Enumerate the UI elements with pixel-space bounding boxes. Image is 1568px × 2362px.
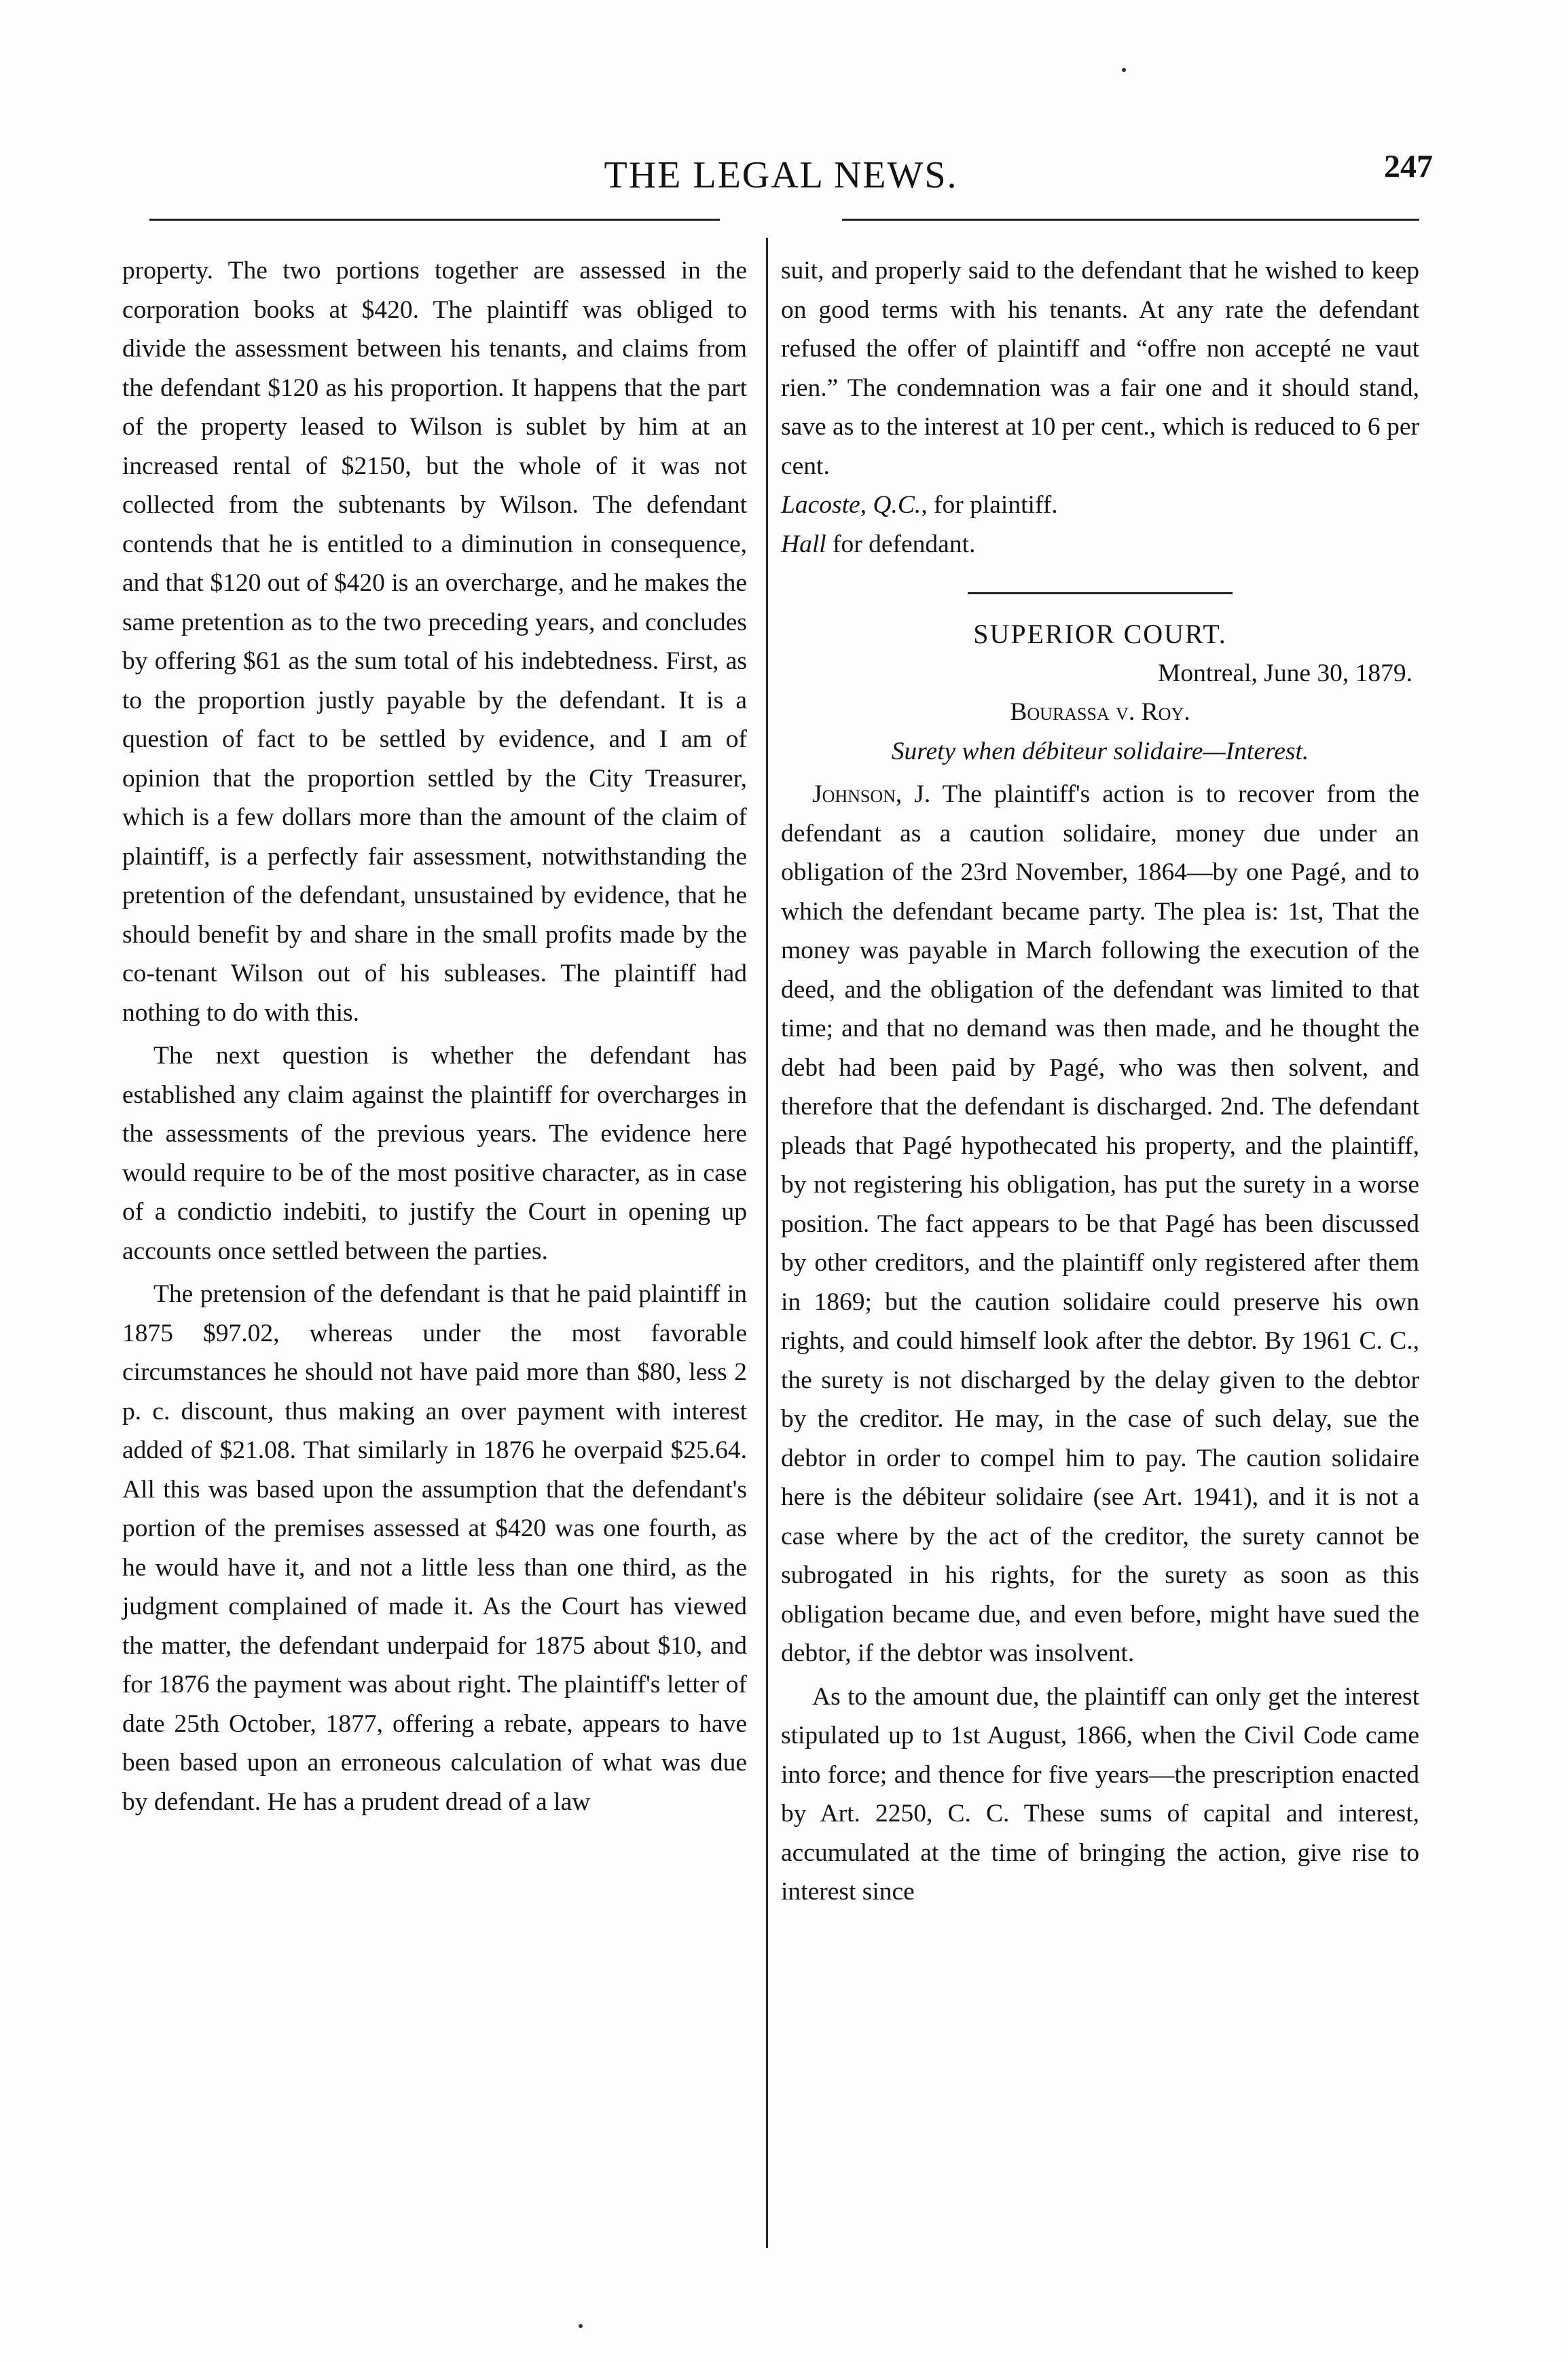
page-number: 247 — [1384, 149, 1433, 185]
journal-title: THE LEGAL NEWS. — [604, 154, 958, 196]
case-title: Bourassa v. Roy. — [1010, 698, 1190, 726]
header-rule-left — [149, 219, 720, 221]
counsel-plaintiff — [781, 486, 1419, 525]
left-column — [122, 251, 747, 1821]
section-rule — [968, 592, 1233, 594]
judgment-paragraph-2: As to the amount due, the plaintiff can only get the interest stipulated up to 1st August, 1866, when the Civil Code came into force; and thence for five years—the prescription enacted by Art. 2250, C. C. These sums of capital and interest, accumulated at the time of bringing the action, give rise to interest since — [781, 1682, 1419, 1906]
left-paragraph-2: The next question is whether the defendant has established any claim against the plaintiff for overcharges in the assessments of the previous years. The evidence here would require to be of the most positive character, as in case of a condictio indebiti, to justify the Court in opening up accounts once settled between the parties. — [122, 1042, 747, 1265]
header-rule-right — [842, 219, 1419, 221]
running-head — [129, 149, 1433, 221]
right-column — [781, 251, 1419, 1912]
scan-speck — [1122, 68, 1126, 72]
scan-speck — [579, 2324, 583, 2328]
counsel-defendant-role: for defendant. — [833, 530, 976, 558]
counsel-plaintiff-role: for plaintiff. — [934, 491, 1058, 519]
judgment-text-1: The plaintiff's action is to recover from the defendant as a caution solidaire, money due under an obligation of the 23rd November, 1864—by one Pagé, and to which the defendant became party. The plea is: 1st, That the money was payable in March following the execution of the deed, and the obligation of the defendant was limited to that time; and that no demand was then made, and he thought the debt had been paid by Pagé, who was then solvent, and therefore that the defendant is discharged. 2nd. The defendant pleads that Pagé hypothecated his property, and the plaintiff, by not registering his obligation, has put the surety in a worse position. The fact appears to be that Pagé has been discussed by other creditors, and the plaintiff only registered after them in 1869; but the caution solidaire could preserve his own rights, and could himself look after the debtor. By 1961 C. C., the surety is not discharged by the delay given to the debtor by the creditor. He may, in the case of such delay, sue the debtor in order to compel him to pay. The caution solidaire here is the débiteur solidaire (see Art. 1941), and it is not a case where by the act of the creditor, the surety cannot be subrogated in his rights, for the surety as soon as this obligation became due, and even before, might have sued the debtor, if the debtor was insolvent. — [781, 780, 1419, 1667]
judge-name: Johnson, J. — [812, 780, 931, 808]
judgment-paragraph-1 — [781, 775, 1419, 1673]
court-heading: SUPERIOR COURT. — [973, 619, 1227, 649]
headnote: Surety when débiteur solidaire—Interest. — [891, 737, 1309, 765]
place-date: Montreal, June 30, 1879. — [1158, 659, 1412, 687]
right-opening-paragraph: suit, and properly said to the defendant that he wished to keep on good terms with his tenants. At any rate the defendant refused the offer of plaintiff and “offre non accepté ne vaut rien.” The condemnation was a fair one and it should stand, save as to the interest at 10 per cent., which is reduced to 6 per cent. — [781, 257, 1419, 480]
left-paragraph-1: property. The two portions together are assessed in the corporation books at $420. The plaintiff was obliged to divide the assessment between his tenants, and claims from the defendant $120 as his proportion. It happens that the part of the property leased to Wilson is sublet by him at an increased rental of $2150, but the whole of it was not collected from the subtenants by Wilson. The defendant contends that he is entitled to a diminution in consequence, and that $120 out of $420 is an overcharge, and he makes the same pretention as to the two preceding years, and concludes by offering $61 as the sum total of his indebtedness. First, as to the proportion justly payable by the defendant. It is a question of fact to be settled by evidence, and I am of opinion that the proportion settled by the City Treasurer, which is a few dollars more than the amount of the claim of plaintiff, is a perfectly fair assessment, notwithstanding the pretention of the defendant, unsustained by evidence, that he should benefit by and share in the small profits made by the co-tenant Wilson out of his subleases. The plaintiff had nothing to do with this. — [122, 257, 747, 1027]
column-divider — [766, 238, 768, 2248]
counsel-plaintiff-name: Lacoste, Q.C., — [781, 491, 928, 519]
left-paragraph-3: The pretension of the defendant is that he paid plaintiff in 1875 $97.02, whereas under the most favorable circumstances he should not have paid more than $80, less 2 p. c. discount, thus making an over payment with interest added of $21.08. That similarly in 1876 he overpaid $25.64. All this was based upon the assumption that the defendant's portion of the premises assessed at $420 was one fourth, as he would have it, and not a little less than one third, as the judgment complained of made it. As the Court has viewed the matter, the defendant underpaid for 1875 about $10, and for 1876 the payment was about right. The plaintiff's letter of date 25th October, 1877, offering a rebate, appears to have been based upon an erroneous calculation of what was due by defendant. He has a prudent dread of a law — [122, 1280, 747, 1816]
counsel-defendant — [781, 525, 1419, 564]
counsel-defendant-name: Hall — [781, 530, 826, 558]
